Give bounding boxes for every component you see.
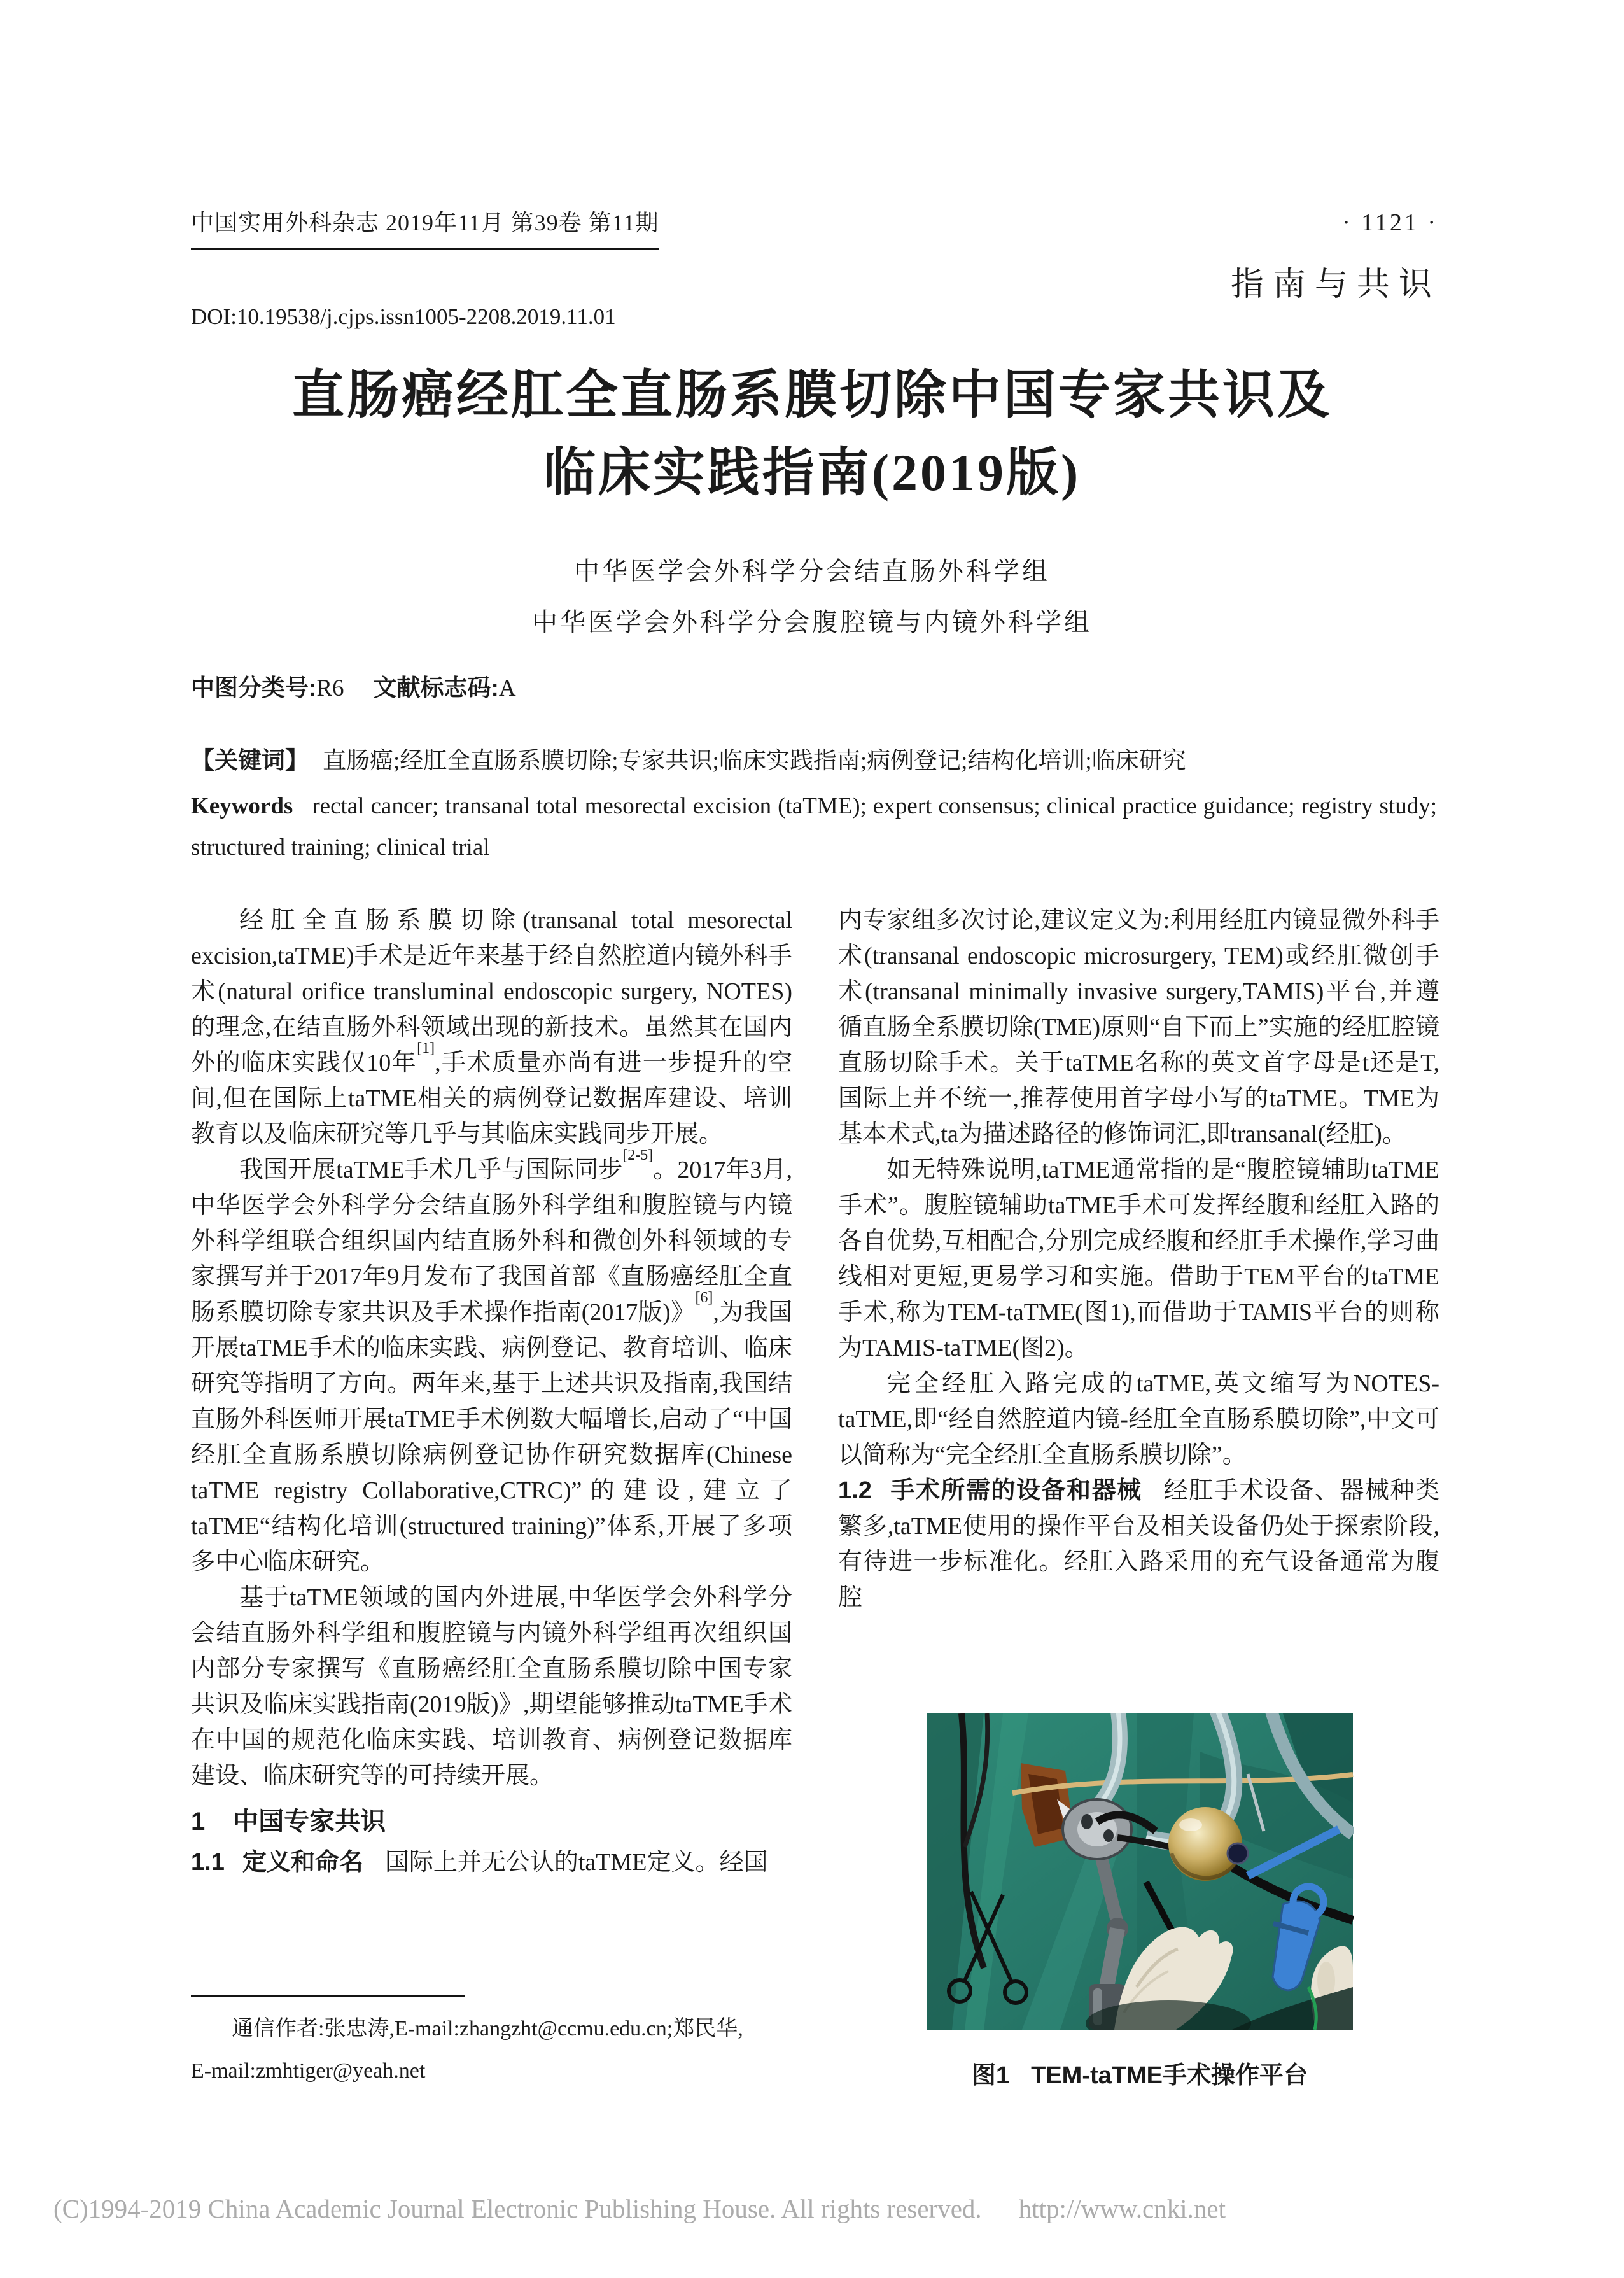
copyright-footer [53, 2193, 1226, 2224]
keywords-cn-text: 直肠癌;经肛全直肠系膜切除;专家共识;临床实践指南;病例登记;结构化培训;临床研究 [323, 748, 1186, 774]
paragraph-intro: 经肛全直肠系膜切除(transanal total mesorectal excision,taTME)手术是近年来基于经自然腔道内镜外科手术(natural orifice transluminal endoscopic surgery, NOTES)的理念,在结直肠外科领域出现的新技术。虽然其在国内外的临床实践仅10年[1],手术质量亦尚有进一步提升的空间,但在国际上taTME相关的病例登记数据库建设、培训教育以及临床研究等几乎与其临床实践同步开展。 [191, 907, 792, 1148]
subsection-1-2: 1.2 手术所需的设备和器械 经肛手术设备、器械种类繁多,taTME使用的操作平台及相关设备仍处于探索阶段,有待进一步标准化。经肛入路采用的充气设备通常为腹腔 [838, 1477, 1439, 1611]
keywords-cn [191, 740, 1437, 782]
article-title-line1: 直肠癌经肛全直肠系膜切除中国专家共识及 [291, 366, 1332, 424]
footnote-divider [191, 1995, 465, 1997]
doi: DOI:10.19538/j.cjps.issn1005-2208.2019.11.01 [191, 304, 616, 329]
left-column [191, 903, 792, 1880]
paragraph-pure-transanal: 完全经肛入路完成的taTME,英文缩写为NOTES-taTME,即“经自然腔道内镜-经肛全直肠系膜切除”,中文可以简称为“完全经肛全直肠系膜切除”。 [838, 1370, 1439, 1468]
doc-code-label: 文献标志码: [373, 675, 499, 701]
journal-header-line: 中国实用外科杂志 2019年11月 第39卷 第11期 [191, 205, 659, 250]
doc-code-value: A [498, 675, 516, 701]
page-number: · 1121 · [1342, 209, 1438, 236]
surgical-photo [926, 1713, 1354, 2030]
cnki-url: http://www.cnki.net [1018, 2194, 1226, 2223]
copyright-text: (C)1994-2019 China Academic Journal Electronic Publishing House. All rights reserved. [53, 2194, 982, 2223]
clc-label: 中图分类号: [191, 675, 317, 701]
author-group-2: 中华医学会外科学分会腹腔镜与内镜外科学组 [532, 608, 1092, 636]
article-title [0, 356, 1624, 512]
keywords-cn-label: 【关键词】 [191, 747, 309, 773]
paragraph-china-progress: 我国开展taTME手术几乎与国际同步[2-5]。2017年3月,中华医学会外科学分会结直肠外科学组和腹腔镜与内镜外科学组联合组织国内结直肠外科和微创外科领域的专家撰写并于2017年9月发布了我国首部《直肠癌经肛全直肠系膜切除专家共识及手术操作指南(2017版)》[6],为我国开展taTME手术的临床实践、病例登记、教育培训、临床研究等指明了方向。两年来,基于上述共识及指南,我国结直肠外科医师开展taTME手术例数大幅增长,启动了“中国经肛全直肠系膜切除病例登记协作研究数据库(Chinese taTME registry Collaborative,CTRC)”的建设,建立了taTME“结构化培训(structured training)”体系,开展了多项多中心临床研究。 [191, 1147, 792, 1575]
right-column [838, 903, 1439, 1615]
citation-ref-6: [6] [695, 1290, 713, 1307]
figure-1 [926, 1713, 1354, 2090]
paragraph-definition-cont: 内专家组多次讨论,建议定义为:利用经肛内镜显微外科手术(transanal endoscopic microsurgery, TEM)或经肛微创手术(transanal minimally invasive surgery,TAMIS)平台,并遵循直肠全系膜切除(TME)原则“自下而上”实施的经肛腔镜直肠切除手术。关于taTME名称的英文首字母是t还是T,国际上并不统一,推荐使用首字母小写的taTME。TME为基本术式,ta为描述路径的修饰词汇,即transanal(经肛)。 [838, 907, 1439, 1148]
keywords-en [191, 785, 1437, 868]
clc-value: R6 [316, 675, 344, 701]
classification-line [191, 668, 516, 703]
corresponding-author-line1: 通信作者:张忠涛,E-mail:zhangzht@ccmu.edu.cn;郑民华, [232, 2017, 743, 2041]
figure-1-label: 图1 [971, 2062, 1010, 2089]
paragraph-lap-assisted: 如无特殊说明,taTME通常指的是“腹腔镜辅助taTME手术”。腹腔镜辅助taTME手术可发挥经腹和经肛入路的各自优势,互相配合,分别完成经腹和经肛手术操作,学习曲线相对更短,更易学习和实施。借助于TEM平台的taTME手术,称为TEM-taTME(图1),而借助于TAMIS平台的则称为TAMIS-taTME(图2)。 [838, 1157, 1439, 1361]
section-heading-1: 1 中国专家共识 [191, 1808, 386, 1836]
subsection-1-1: 1.1 定义和命名 国际上并无公认的taTME定义。经国 [191, 1849, 768, 1876]
column-section-label: 指南与共识 [1230, 267, 1441, 303]
footnote-block [191, 1995, 792, 2092]
corresponding-author-line2: E-mail:zmhtiger@yeah.net [191, 2059, 426, 2083]
keywords-en-label: Keywords [191, 793, 293, 819]
keywords-en-text: rectal cancer; transanal total mesorectal excision (taTME); expert consensus; clinical practice guidance; registry study; structured training; clinical trial [191, 793, 1437, 861]
citation-ref-2-5: [2-5] [622, 1147, 654, 1164]
article-title-line2: 临床实践指南(2019版) [543, 444, 1081, 502]
author-group-1: 中华医学会外科学分会结直肠外科学组 [574, 557, 1050, 586]
keywords-block [191, 740, 1437, 868]
paragraph-2019-guideline: 基于taTME领域的国内外进展,中华医学会外科学分会结直肠外科学组和腹腔镜与内镜外科学组再次组织国内部分专家撰写《直肠癌经肛全直肠系膜切除中国专家共识及临床实践指南(2019版)》,期望能够推动taTME手术在中国的规范化临床实践、培训教育、病例登记数据库建设、临床研究等的可持续开展。 [191, 1584, 792, 1789]
figure-1-caption [926, 2055, 1354, 2090]
citation-ref-1: [1] [417, 1040, 435, 1057]
author-groups [0, 546, 1624, 648]
figure-1-caption-text: TEM-taTME手术操作平台 [1031, 2062, 1308, 2089]
